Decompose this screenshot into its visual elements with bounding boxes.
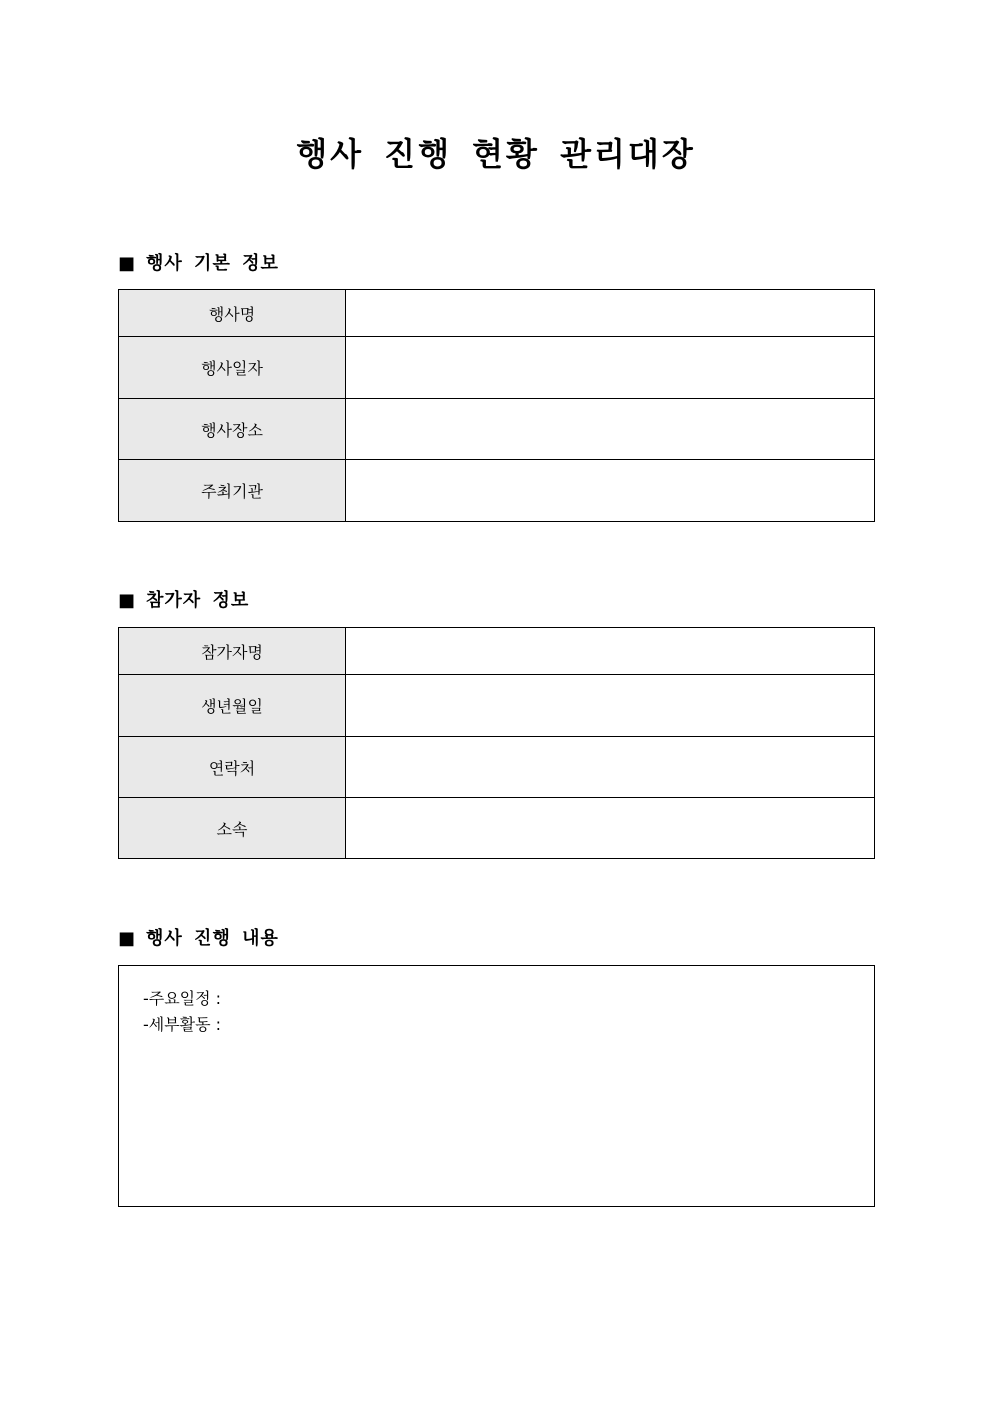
detail-activity-line: -세부활동 :	[143, 1015, 222, 1034]
field-label: 행사장소	[119, 399, 346, 460]
affiliation-field[interactable]	[346, 798, 875, 859]
square-bullet-icon: ■	[118, 590, 137, 611]
square-bullet-icon: ■	[118, 253, 137, 274]
section-title: 행사 진행 내용	[146, 928, 279, 949]
table-row	[119, 737, 875, 798]
basic-info-table	[118, 289, 875, 522]
event-date-field[interactable]	[346, 337, 875, 399]
section-title: 참가자 정보	[146, 590, 250, 611]
table-row	[119, 290, 875, 337]
section-heading-basic-info	[118, 252, 279, 276]
field-label: 행사일자	[119, 337, 346, 399]
section-heading-progress-content	[118, 927, 279, 951]
field-label: 소속	[119, 798, 346, 859]
birthdate-field[interactable]	[346, 675, 875, 737]
event-name-field[interactable]	[346, 290, 875, 337]
document-title: 행사 진행 현황 관리대장	[296, 135, 696, 173]
section-title: 행사 기본 정보	[146, 253, 279, 274]
participant-info-table	[118, 627, 875, 859]
field-label: 생년월일	[119, 675, 346, 737]
content-lines	[143, 986, 221, 1038]
field-label: 행사명	[119, 290, 346, 337]
progress-content-box[interactable]	[118, 965, 875, 1207]
field-label: 주최기관	[119, 460, 346, 522]
field-label: 연락처	[119, 737, 346, 798]
table-row	[119, 460, 875, 522]
event-venue-field[interactable]	[346, 399, 875, 460]
square-bullet-icon: ■	[118, 928, 137, 949]
field-label: 참가자명	[119, 628, 346, 675]
section-heading-participant-info	[118, 589, 249, 613]
table-row	[119, 399, 875, 460]
contact-field[interactable]	[346, 737, 875, 798]
main-schedule-line: -주요일정 :	[143, 989, 222, 1008]
table-row	[119, 628, 875, 675]
table-row	[119, 337, 875, 399]
table-row	[119, 798, 875, 859]
table-row	[119, 675, 875, 737]
participant-name-field[interactable]	[346, 628, 875, 675]
host-organization-field[interactable]	[346, 460, 875, 522]
